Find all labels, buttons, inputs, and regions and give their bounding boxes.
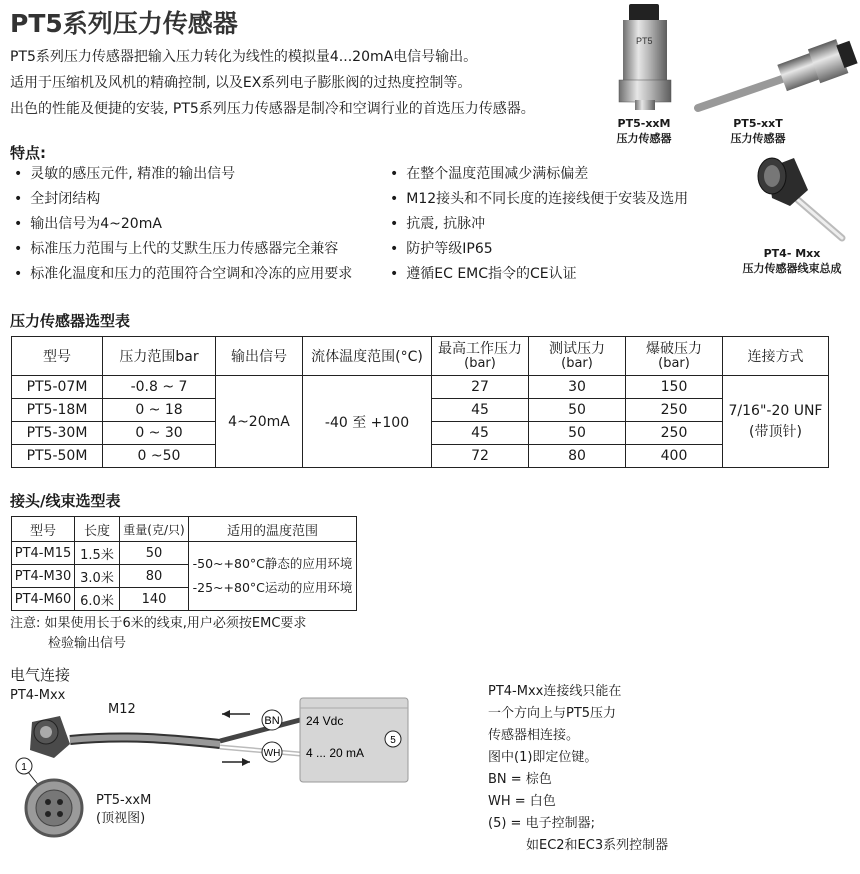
header-max-working-label: 最高工作压力 [438,341,522,357]
pt5-xxt-caption [708,116,808,146]
feature-item: • 抗震, 抗脉冲 [390,212,688,237]
intro-line: 出色的性能及便捷的安装, PT5系列压力传感器是制冷和空调行业的首选压力传感器。 [10,101,535,117]
cell-test: 50 [529,422,626,445]
cell-burst: 250 [626,422,723,445]
cell-temp [189,542,357,611]
header-length: 长度 [75,517,120,542]
features-title: 特点: [10,144,46,162]
table-row [12,542,357,565]
desc-line: WH = 白色 [488,794,556,809]
ma-text: 4 ... 20 mA [306,746,365,760]
caption-model: PT5-xxT [733,117,783,130]
header-weight: 重量(克/只) [120,517,189,542]
feature-item: • M12接头和不同长度的连接线便于安装及选用 [390,187,688,212]
table-header-row [12,517,357,542]
cell-burst: 250 [626,399,723,422]
feature-item: • 灵敏的感压元件, 精准的输出信号 [14,162,352,187]
page-title: PT5系列压力传感器 [10,9,238,38]
intro-line: PT5系列压力传感器把输入压力转化为线性的模拟量4...20mA电信号输出。 [10,49,478,65]
cable-table-title: 接头/线束选型表 [10,492,121,510]
note-line: 检验输出信号 [48,636,127,651]
cell-max-working: 45 [432,399,529,422]
pt4-mxx-cable-image [750,150,850,245]
caption-desc: 压力传感器 [730,132,786,145]
cell-model: PT5-50M [12,445,103,468]
cell-model: PT5-18M [12,399,103,422]
temp-static: -50~+80°C静态的应用环境 [192,556,353,571]
header-max-working-unit: (bar) [464,356,496,371]
vdc-text: 24 Vdc [306,714,344,728]
feature-item: • 遵循EC EMC指令的CE认证 [390,262,688,287]
cell-burst: 150 [626,376,723,399]
pt5-xxt-sensor-image [690,38,860,120]
cell-model: PT4-M30 [12,565,75,588]
cell-test: 30 [529,376,626,399]
selection-table-title: 压力传感器选型表 [10,312,131,330]
cell-weight: 140 [120,588,189,611]
cell-length: 6.0米 [75,588,120,611]
cell-max-working: 27 [432,376,529,399]
header-burst [626,337,723,376]
pt4-mxx-caption [732,246,852,276]
note-line: 注意: 如果使用长于6米的线束,用户必须按EMC要求 [10,616,307,631]
pt5-view-label: (顶视图) [96,811,146,826]
desc-line: (5) = 电子控制器; [488,816,595,831]
cell-test: 50 [529,399,626,422]
header-connection: 连接方式 [723,337,829,376]
header-max-working [432,337,529,376]
cell-range: -0.8 ~ 7 [103,376,216,399]
feature-item: • 标准化温度和压力的范围符合空调和冷冻的应用要求 [14,262,352,287]
cell-range: 0 ~50 [103,445,216,468]
temp-dynamic: -25~+80°C运动的应用环境 [192,580,353,595]
caption-model: PT4- Mxx [763,247,821,260]
header-test-unit: (bar) [561,356,593,371]
desc-line: PT4-Mxx连接线只能在 [488,684,622,699]
pt5-xxm-caption [590,116,698,146]
cell-length: 3.0米 [75,565,120,588]
header-temp: 适用的温度范围 [189,517,357,542]
cell-max-working: 45 [432,422,529,445]
cable-table [11,516,357,611]
header-fluid-temp: 流体温度范围(°C) [303,337,432,376]
feature-item: • 防护等级IP65 [390,237,688,262]
sensor-brand-text: PT5 [636,36,653,46]
cell-model: PT5-07M [12,376,103,399]
feature-item: • 在整个温度范围减少满标偏差 [390,162,688,187]
header-burst-unit: (bar) [658,356,690,371]
pt5-xxm-sensor-image [605,0,685,115]
header-model: 型号 [12,517,75,542]
intro-paragraph [10,44,535,122]
pt5-top-view-label [96,792,151,828]
cell-output: 4~20mA [216,376,303,468]
electrical-title: 电气连接 [10,666,71,684]
m12-label: M12 [108,702,136,717]
arrow-left-icon [222,710,230,718]
desc-line: BN = 棕色 [488,772,552,787]
cell-model: PT4-M60 [12,588,75,611]
wh-text: WH [263,748,281,759]
feature-item: • 输出信号为4~20mA [14,212,352,237]
bn-text: BN [264,715,280,727]
desc-line: 如EC2和EC3系列控制器 [526,838,669,853]
arrow-right-icon [242,758,250,766]
features-list-left [14,162,352,287]
cable-note [10,614,306,654]
header-pressure-range: 压力范围bar [103,337,216,376]
cell-burst: 400 [626,445,723,468]
cell-length: 1.5米 [75,542,120,565]
table-row [12,376,829,399]
features-list-right [390,162,688,287]
desc-line: 传感器相连接。 [488,728,580,743]
cell-model: PT5-30M [12,422,103,445]
header-burst-label: 爆破压力 [646,341,702,357]
intro-line: 适用于压缩机及风机的精确控制, 以及EX系列电子膨胀阀的过热度控制等。 [10,75,472,91]
caption-model: PT5-xxM [617,117,671,130]
connection-thread: 7/16"-20 UNF [728,402,823,419]
cell-connection [723,376,829,468]
key-callout-text: 1 [21,762,27,773]
caption-desc: 压力传感器线束总成 [742,262,842,275]
cell-test: 80 [529,445,626,468]
feature-item: • 标准压力范围与上代的艾默生压力传感器完全兼容 [14,237,352,262]
cell-model: PT4-M15 [12,542,75,565]
caption-desc: 压力传感器 [616,132,672,145]
cell-weight: 80 [120,565,189,588]
wiring-diagram [10,694,420,844]
cell-range: 0 ~ 18 [103,399,216,422]
cell-range: 0 ~ 30 [103,422,216,445]
connection-note: (带顶针) [749,423,802,440]
desc-line: 一个方向上与PT5压力 [488,706,617,721]
header-model: 型号 [12,337,103,376]
cell-fluid-temp: -40 至 +100 [303,376,432,468]
selection-table [11,336,829,468]
cell-weight: 50 [120,542,189,565]
pt4-label: PT4-Mxx [10,688,66,703]
desc-line: 图中(1)即定位键。 [488,750,598,765]
table-header-row [12,337,829,376]
feature-item: • 全封闭结构 [14,187,352,212]
controller-num-text: 5 [390,735,396,746]
connection-description [488,681,668,857]
header-output: 输出信号 [216,337,303,376]
cell-max-working: 72 [432,445,529,468]
header-test [529,337,626,376]
header-test-label: 测试压力 [549,341,605,357]
wire-bn [220,720,300,741]
pt5-model-label: PT5-xxM [96,793,152,808]
